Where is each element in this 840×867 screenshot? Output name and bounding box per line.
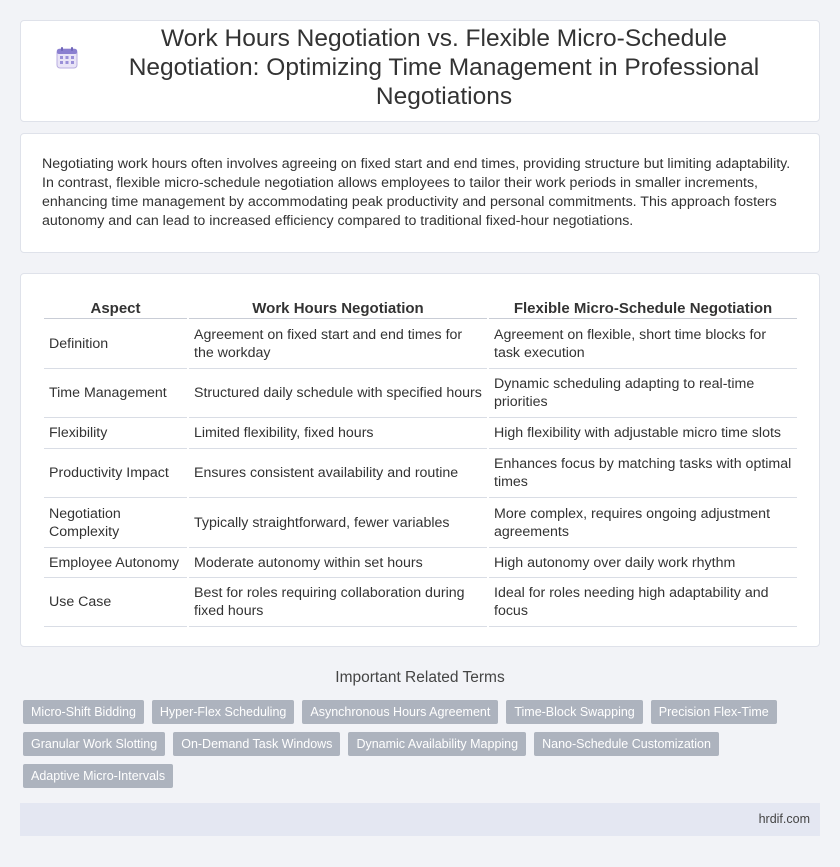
intro-card: [20, 133, 820, 253]
related-terms-heading: Important Related Terms: [335, 669, 505, 686]
comparison-table: [42, 296, 799, 627]
related-term-tag[interactable]: Precision Flex-Time: [651, 700, 777, 724]
table-row: [44, 548, 797, 578]
intro-paragraph: Negotiating work hours often involves agreeing on fixed start and end times, providing structure but limiting adaptability. In contrast, flexible micro-schedule negotiation allows employees to tailor their work periods in smaller increments, enhancing time management by accommodating peak productivity and personal commitments. This approach fosters autonomy and can lead to increased efficiency compared to traditional fixed-hour negotiations.: [42, 156, 791, 229]
related-term-tag[interactable]: Dynamic Availability Mapping: [348, 732, 526, 756]
row-micro-schedule: High flexibility with adjustable micro time slots: [489, 418, 797, 449]
calendar-icon: [56, 47, 78, 69]
row-aspect: Use Case: [44, 578, 187, 627]
comparison-card: [20, 273, 820, 647]
row-micro-schedule: High autonomy over daily work rhythm: [489, 548, 797, 578]
row-work-hours: Ensures consistent availability and routine: [189, 449, 487, 498]
row-aspect: Flexibility: [44, 418, 187, 449]
header-work-hours: Work Hours Negotiation: [189, 296, 487, 319]
row-aspect: Employee Autonomy: [44, 548, 187, 578]
row-micro-schedule: Ideal for roles needing high adaptability and focus: [489, 578, 797, 627]
related-term-tag[interactable]: Asynchronous Hours Agreement: [302, 700, 498, 724]
row-aspect: Definition: [44, 319, 187, 369]
row-micro-schedule: Enhances focus by matching tasks with optimal times: [489, 449, 797, 498]
table-row: [44, 449, 797, 498]
row-work-hours: Moderate autonomy within set hours: [189, 548, 487, 578]
footer-site-link[interactable]: hrdif.com: [758, 812, 810, 826]
related-term-tag[interactable]: Adaptive Micro-Intervals: [23, 764, 173, 788]
row-micro-schedule: Dynamic scheduling adapting to real-time priorities: [489, 369, 797, 418]
footer: [20, 803, 820, 836]
row-work-hours: Structured daily schedule with specified hours: [189, 369, 487, 418]
row-work-hours: Limited flexibility, fixed hours: [189, 418, 487, 449]
related-term-tag[interactable]: Time-Block Swapping: [506, 700, 642, 724]
related-terms-list: [23, 700, 783, 788]
table-row: [44, 418, 797, 449]
row-aspect: Negotiation Complexity: [44, 498, 187, 548]
header-aspect: Aspect: [44, 296, 187, 319]
table-row: [44, 498, 797, 548]
related-term-tag[interactable]: Hyper-Flex Scheduling: [152, 700, 294, 724]
page-title: Work Hours Negotiation vs. Flexible Micro-Schedule Negotiation: Optimizing Time Management in Professional Negotiations: [128, 25, 760, 110]
row-work-hours: Typically straightforward, fewer variables: [189, 498, 487, 548]
table-header-row: [44, 296, 797, 319]
header-micro-schedule: Flexible Micro-Schedule Negotiation: [489, 296, 797, 319]
related-term-tag[interactable]: Granular Work Slotting: [23, 732, 165, 756]
row-micro-schedule: More complex, requires ongoing adjustment agreements: [489, 498, 797, 548]
table-row: [44, 319, 797, 369]
row-work-hours: Best for roles requiring collaboration during fixed hours: [189, 578, 487, 627]
related-term-tag[interactable]: Micro-Shift Bidding: [23, 700, 144, 724]
table-row: [44, 369, 797, 418]
related-term-tag[interactable]: Nano-Schedule Customization: [534, 732, 719, 756]
row-micro-schedule: Agreement on flexible, short time blocks for task execution: [489, 319, 797, 369]
table-row: [44, 578, 797, 627]
row-work-hours: Agreement on fixed start and end times for the workday: [189, 319, 487, 369]
row-aspect: Productivity Impact: [44, 449, 187, 498]
related-term-tag[interactable]: On-Demand Task Windows: [173, 732, 340, 756]
row-aspect: Time Management: [44, 369, 187, 418]
